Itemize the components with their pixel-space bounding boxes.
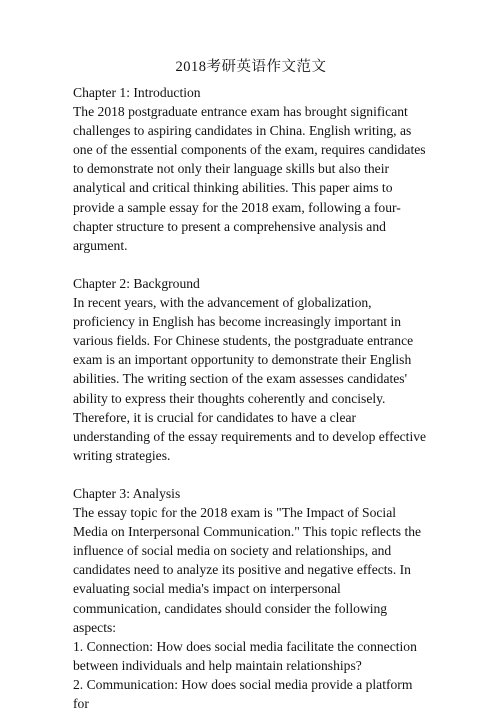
chapter-3: [73, 484, 431, 713]
list-item: 1. Connection: How does social media facilitate the connection between individuals and help maintain relationships?: [73, 638, 417, 673]
chapter-heading: Chapter 2: Background: [73, 275, 200, 291]
document-title: 2018考研英语作文范文: [175, 59, 327, 75]
list-item: 2. Communication: How does social media provide a platform for: [73, 676, 413, 711]
chapter-1: [73, 83, 431, 255]
chapter-paragraph: The essay topic for the 2018 exam is "The Impact of Social Media on Interpersonal Communication." This topic reflects the influence of social media on society and relationships, and candidates need to analyze its positive and negative effects. In evaluating social media's impact on interpersonal communication, candidates should consider the following aspects:: [73, 505, 422, 635]
chapter-heading: Chapter 1: Introduction: [73, 85, 201, 100]
chapter-2: [73, 274, 431, 465]
document-body: [73, 83, 431, 713]
chapter-heading: Chapter 3: Analysis: [73, 485, 181, 501]
chapter-paragraph: The 2018 postgraduate entrance exam has brought significant challenges to aspiring candidates in China. English writing, as one of the essential components of the exam, requires candidates to demonstrate not only their language skills but also their analytical and critical thinking abilities. This paper aims to provide a sample essay for the 2018 exam, following a four-chapter structure to present a comprehensive analysis and argument.: [73, 104, 426, 253]
chapter-paragraph: In recent years, with the advancement of globalization, proficiency in English has become increasingly important in various fields. For Chinese students, the postgraduate entrance exam is an important opportunity to demonstrate their English abilities. The writing section of the exam assesses candidates' ability to express their thoughts coherently and concisely. Therefore, it is crucial for candidates to have a clear understanding of the essay requirements and to develop effective writing strategies.: [73, 295, 427, 463]
